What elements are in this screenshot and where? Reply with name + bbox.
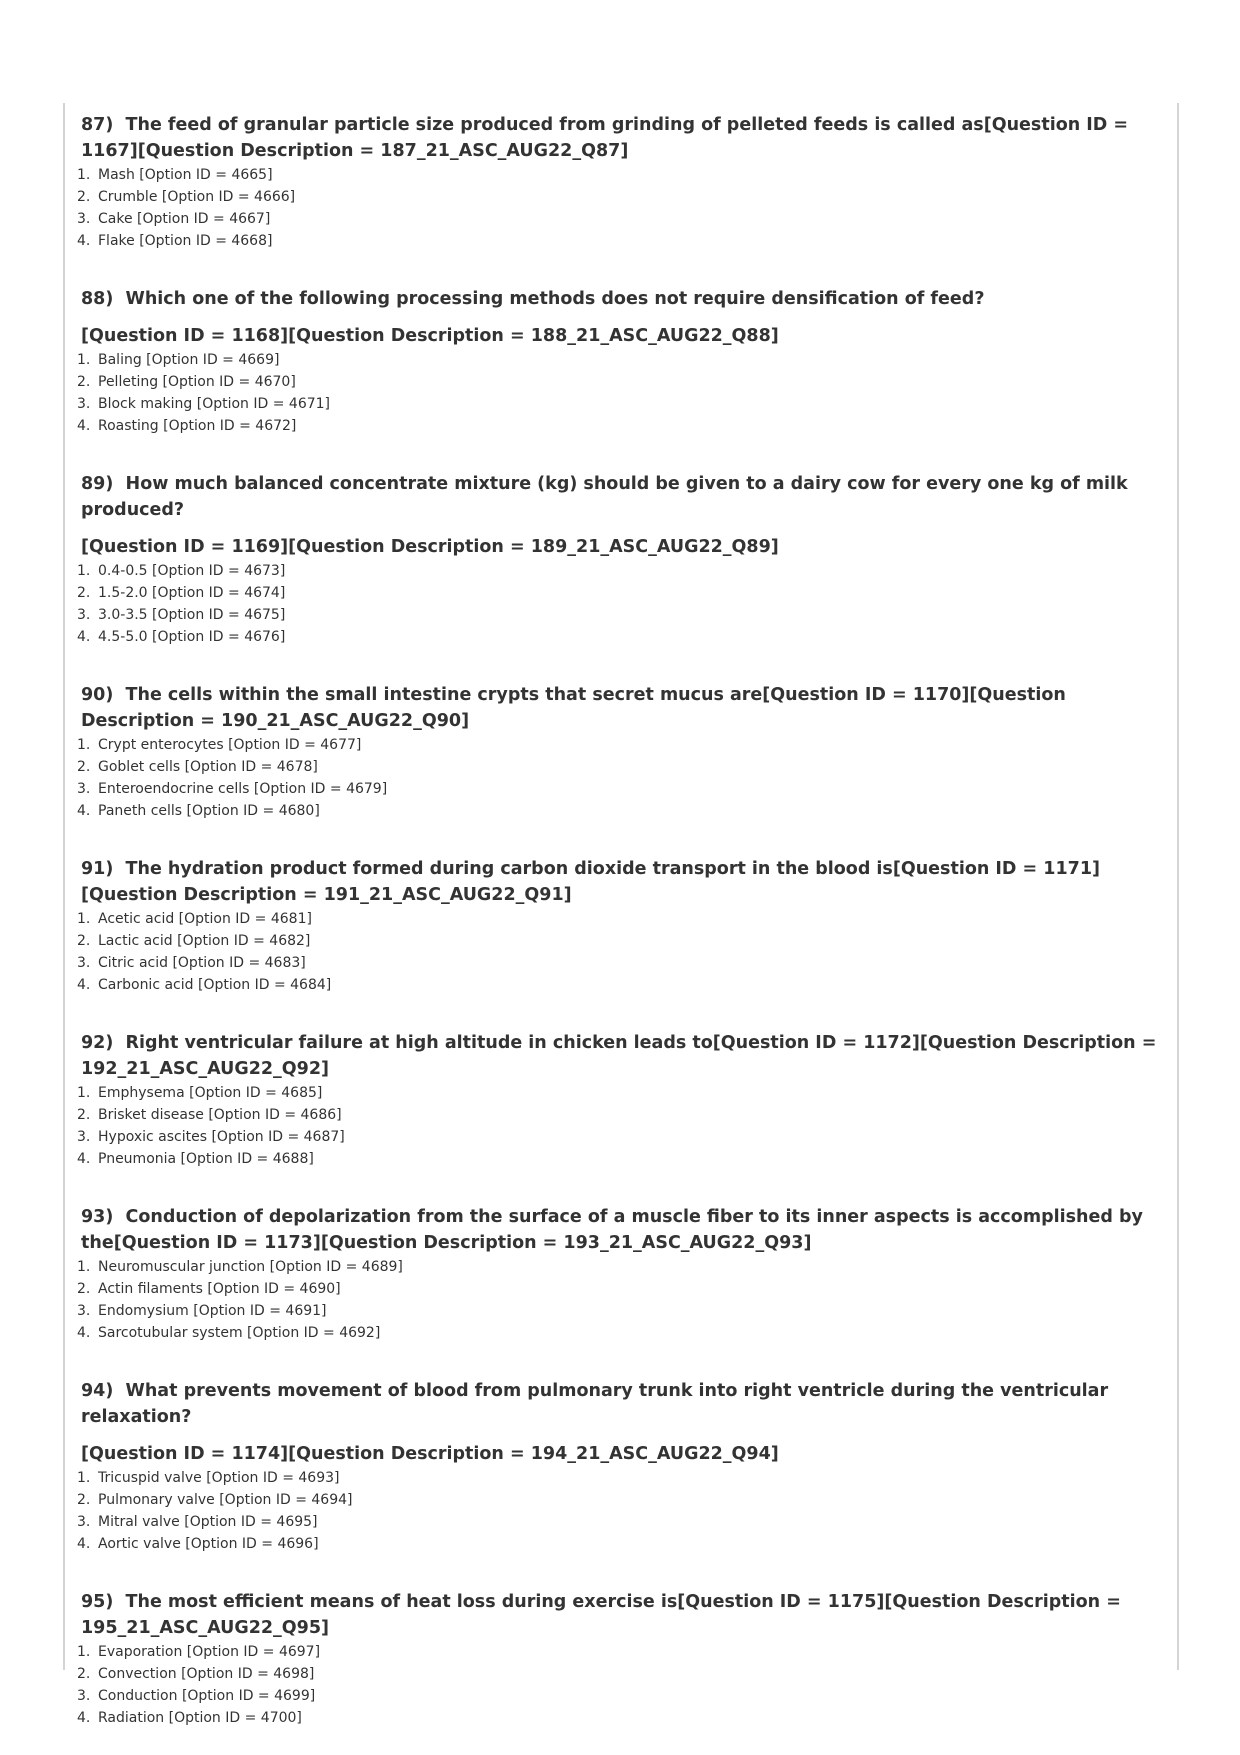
question-93 — [63, 1204, 1173, 1344]
option-item — [63, 1126, 1173, 1148]
question-body: The hydration product formed during carbon dioxide transport in the blood is[Question ID = 1171][Question Description = 191_21_ASC_AUG22_Q91] — [81, 859, 1100, 905]
option-number: 3. — [77, 1688, 91, 1704]
option-list — [63, 349, 1173, 437]
question-91 — [63, 856, 1173, 996]
option-list — [63, 1467, 1173, 1555]
question-number: 89) — [81, 474, 114, 494]
spacer — [63, 648, 1173, 682]
option-number: 1. — [77, 352, 91, 368]
option-number: 2. — [77, 1281, 91, 1297]
option-number: 2. — [77, 1492, 91, 1508]
option-number: 1. — [77, 167, 91, 183]
option-label: Mitral valve [Option ID = 4695] — [98, 1514, 318, 1530]
option-number: 2. — [77, 1107, 91, 1123]
option-label: Mash [Option ID = 4665] — [98, 167, 273, 183]
option-number: 2. — [77, 1666, 91, 1682]
option-item — [63, 393, 1173, 415]
option-label: Radiation [Option ID = 4700] — [98, 1710, 302, 1726]
option-label: Brisket disease [Option ID = 4686] — [98, 1107, 342, 1123]
option-number: 3. — [77, 607, 91, 623]
question-number: 87) — [81, 115, 114, 135]
question-92 — [63, 1030, 1173, 1170]
option-item — [63, 1300, 1173, 1322]
question-body: Conduction of depolarization from the surface of a muscle fiber to its inner aspects is accomplished by the[Question ID = 1173][Question Description = 193_21_ASC_AUG22_Q93] — [81, 1207, 1143, 1253]
option-item — [63, 1511, 1173, 1533]
question-number: 90) — [81, 685, 114, 705]
option-label: Citric acid [Option ID = 4683] — [98, 955, 306, 971]
option-label: Conduction [Option ID = 4699] — [98, 1688, 316, 1704]
option-item — [63, 930, 1173, 952]
option-item — [63, 186, 1173, 208]
option-label: Goblet cells [Option ID = 4678] — [98, 759, 318, 775]
option-label: Paneth cells [Option ID = 4680] — [98, 803, 320, 819]
option-label: Flake [Option ID = 4668] — [98, 233, 273, 249]
option-label: Pneumonia [Option ID = 4688] — [98, 1151, 314, 1167]
option-item — [63, 349, 1173, 371]
option-label: Enteroendocrine cells [Option ID = 4679] — [98, 781, 388, 797]
option-item — [63, 1685, 1173, 1707]
option-label: Roasting [Option ID = 4672] — [98, 418, 297, 434]
option-list — [63, 164, 1173, 252]
option-number: 4. — [77, 1536, 91, 1552]
option-label: Pelleting [Option ID = 4670] — [98, 374, 296, 390]
option-number: 4. — [77, 629, 91, 645]
question-87 — [63, 112, 1173, 252]
question-body: The cells within the small intestine crypts that secret mucus are[Question ID = 1170][Question Description = 190_21_ASC_AUG22_Q90] — [81, 685, 1066, 731]
option-number: 2. — [77, 374, 91, 390]
question-text — [63, 682, 1173, 734]
option-item — [63, 415, 1173, 437]
option-label: Neuromuscular junction [Option ID = 4689] — [98, 1259, 403, 1275]
spacer — [63, 437, 1173, 471]
option-number: 2. — [77, 189, 91, 205]
option-list — [63, 734, 1173, 822]
option-label: Evaporation [Option ID = 4697] — [98, 1644, 321, 1660]
question-meta: [Question ID = 1174][Question Description = 194_21_ASC_AUG22_Q94] — [81, 1444, 779, 1464]
option-list — [63, 1641, 1173, 1729]
option-label: Cake [Option ID = 4667] — [98, 211, 271, 227]
question-text — [63, 112, 1173, 164]
option-number: 3. — [77, 396, 91, 412]
question-text — [63, 471, 1173, 523]
option-label: Block making [Option ID = 4671] — [98, 396, 331, 412]
option-label: Carbonic acid [Option ID = 4684] — [98, 977, 332, 993]
question-body: How much balanced concentrate mixture (kg) should be given to a dairy cow for every one kg of milk produced? — [81, 474, 1128, 520]
spacer — [63, 1344, 1173, 1378]
question-94 — [63, 1378, 1173, 1555]
question-text — [63, 856, 1173, 908]
question-text — [63, 1030, 1173, 1082]
option-label: Crypt enterocytes [Option ID = 4677] — [98, 737, 362, 753]
option-item — [63, 778, 1173, 800]
option-item — [63, 1148, 1173, 1170]
option-number: 3. — [77, 781, 91, 797]
option-label: Sarcotubular system [Option ID = 4692] — [98, 1325, 381, 1341]
question-number: 93) — [81, 1207, 114, 1227]
option-item — [63, 974, 1173, 996]
option-number: 1. — [77, 1085, 91, 1101]
option-number: 4. — [77, 418, 91, 434]
option-number: 4. — [77, 1325, 91, 1341]
option-label: 4.5-5.0 [Option ID = 4676] — [98, 629, 286, 645]
option-number: 4. — [77, 1710, 91, 1726]
option-number: 4. — [77, 1151, 91, 1167]
option-number: 3. — [77, 1303, 91, 1319]
option-item — [63, 1663, 1173, 1685]
question-text — [63, 1378, 1173, 1430]
question-number: 94) — [81, 1381, 114, 1401]
option-number: 2. — [77, 933, 91, 949]
option-item — [63, 952, 1173, 974]
option-item — [63, 1278, 1173, 1300]
option-number: 1. — [77, 911, 91, 927]
option-item — [63, 1322, 1173, 1344]
option-number: 3. — [77, 1514, 91, 1530]
question-text — [63, 1589, 1173, 1641]
question-body: What prevents movement of blood from pulmonary trunk into right ventricle during the ventricular relaxation? — [81, 1381, 1109, 1427]
option-item — [63, 1707, 1173, 1729]
option-label: Aortic valve [Option ID = 4696] — [98, 1536, 319, 1552]
option-label: Tricuspid valve [Option ID = 4693] — [98, 1470, 340, 1486]
option-number: 1. — [77, 1259, 91, 1275]
option-item — [63, 208, 1173, 230]
option-item — [63, 371, 1173, 393]
option-item — [63, 1533, 1173, 1555]
option-number: 1. — [77, 563, 91, 579]
spacer — [63, 1170, 1173, 1204]
option-item — [63, 230, 1173, 252]
question-list — [63, 112, 1173, 1729]
option-label: Crumble [Option ID = 4666] — [98, 189, 296, 205]
question-number: 88) — [81, 289, 114, 309]
option-number: 1. — [77, 737, 91, 753]
option-item — [63, 734, 1173, 756]
question-number: 95) — [81, 1592, 114, 1612]
question-text — [63, 1204, 1173, 1256]
spacer — [63, 252, 1173, 286]
option-label: Pulmonary valve [Option ID = 4694] — [98, 1492, 353, 1508]
question-95 — [63, 1589, 1173, 1729]
option-item — [63, 1641, 1173, 1663]
question-88 — [63, 286, 1173, 437]
option-number: 2. — [77, 759, 91, 775]
option-item — [63, 164, 1173, 186]
option-number: 2. — [77, 585, 91, 601]
option-number: 3. — [77, 211, 91, 227]
option-number: 4. — [77, 233, 91, 249]
option-number: 4. — [77, 803, 91, 819]
question-text — [63, 286, 1173, 312]
option-item — [63, 1082, 1173, 1104]
option-item — [63, 626, 1173, 648]
question-number: 92) — [81, 1033, 114, 1053]
question-meta: [Question ID = 1168][Question Description = 188_21_ASC_AUG22_Q88] — [81, 326, 779, 346]
question-body: Which one of the following processing methods does not require densification of feed? — [125, 289, 985, 309]
option-label: Emphysema [Option ID = 4685] — [98, 1085, 323, 1101]
option-item — [63, 800, 1173, 822]
option-label: Lactic acid [Option ID = 4682] — [98, 933, 311, 949]
question-meta: [Question ID = 1169][Question Description = 189_21_ASC_AUG22_Q89] — [81, 537, 779, 557]
option-label: Convection [Option ID = 4698] — [98, 1666, 315, 1682]
option-list — [63, 1082, 1173, 1170]
option-number: 3. — [77, 955, 91, 971]
spacer — [63, 1555, 1173, 1589]
option-list — [63, 908, 1173, 996]
option-list — [63, 1256, 1173, 1344]
question-number: 91) — [81, 859, 114, 879]
option-item — [63, 582, 1173, 604]
option-list — [63, 560, 1173, 648]
question-body: The most efficient means of heat loss during exercise is[Question ID = 1175][Question Description = 195_21_ASC_AUG22_Q95] — [81, 1592, 1121, 1638]
option-label: 3.0-3.5 [Option ID = 4675] — [98, 607, 286, 623]
option-label: Actin filaments [Option ID = 4690] — [98, 1281, 341, 1297]
option-item — [63, 1467, 1173, 1489]
question-body: Right ventricular failure at high altitude in chicken leads to[Question ID = 1172][Question Description = 192_21_ASC_AUG22_Q92] — [81, 1033, 1157, 1079]
option-number: 1. — [77, 1644, 91, 1660]
question-89 — [63, 471, 1173, 648]
question-body: The feed of granular particle size produced from grinding of pelleted feeds is called as[Question ID = 1167][Question Description = 187_21_ASC_AUG22_Q87] — [81, 115, 1129, 161]
option-label: Acetic acid [Option ID = 4681] — [98, 911, 312, 927]
option-label: 1.5-2.0 [Option ID = 4674] — [98, 585, 286, 601]
option-item — [63, 604, 1173, 626]
option-label: Hypoxic ascites [Option ID = 4687] — [98, 1129, 345, 1145]
option-item — [63, 1104, 1173, 1126]
option-number: 1. — [77, 1470, 91, 1486]
option-label: Endomysium [Option ID = 4691] — [98, 1303, 327, 1319]
option-item — [63, 756, 1173, 778]
option-item — [63, 1256, 1173, 1278]
spacer — [63, 996, 1173, 1030]
option-item — [63, 1489, 1173, 1511]
option-number: 3. — [77, 1129, 91, 1145]
option-item — [63, 908, 1173, 930]
question-90 — [63, 682, 1173, 822]
option-item — [63, 560, 1173, 582]
spacer — [63, 822, 1173, 856]
option-label: 0.4-0.5 [Option ID = 4673] — [98, 563, 286, 579]
option-number: 4. — [77, 977, 91, 993]
option-label: Baling [Option ID = 4669] — [98, 352, 280, 368]
